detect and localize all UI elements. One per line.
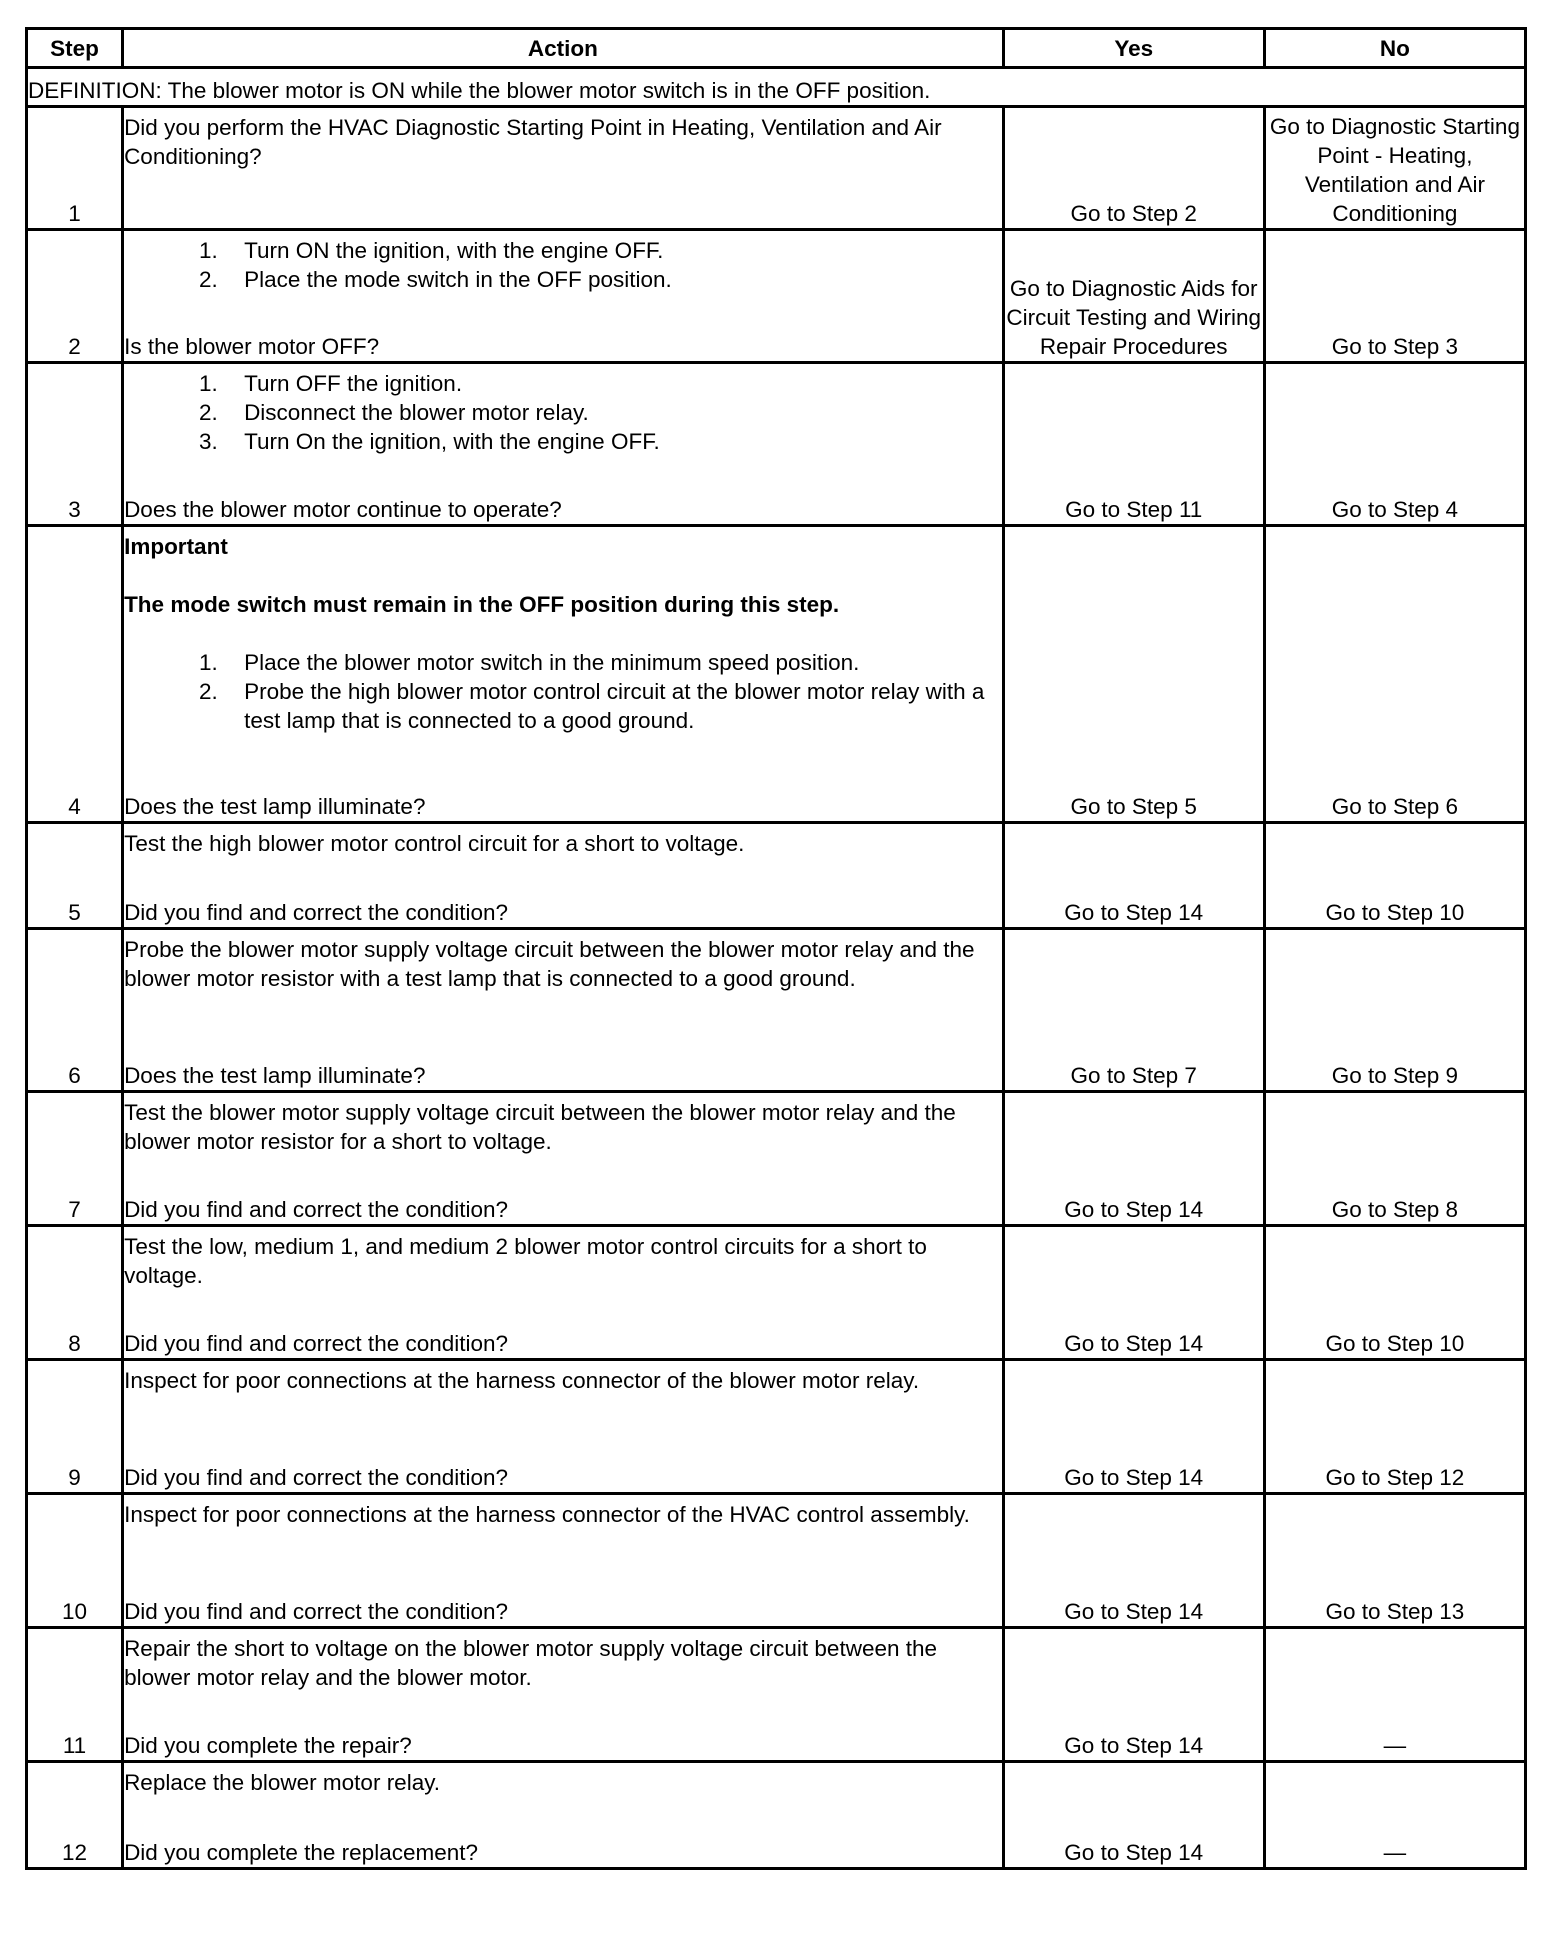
step-number: 4 — [27, 526, 123, 823]
table-row — [27, 1762, 1526, 1869]
yes-result: Go to Step 14 — [1003, 1494, 1264, 1628]
action-question: Did you complete the replacement? — [124, 1840, 479, 1865]
action-list — [124, 369, 1002, 456]
action-question: Is the blower motor OFF? — [124, 334, 380, 359]
no-result: Go to Step 13 — [1264, 1494, 1525, 1628]
action-cell — [123, 526, 1004, 823]
list-item: 2. Probe the high blower motor control circuit at the blower motor relay with a test lamp that is connected to a good ground. — [224, 677, 1002, 735]
action-cell — [123, 1628, 1004, 1762]
table-row — [27, 1494, 1526, 1628]
no-result: Go to Step 4 — [1264, 363, 1525, 526]
step-number: 7 — [27, 1092, 123, 1226]
list-item: 2. Disconnect the blower motor relay. — [224, 398, 1002, 427]
header-action: Action — [123, 29, 1004, 68]
action-cell — [123, 107, 1004, 230]
header-no: No — [1264, 29, 1525, 68]
no-result: Go to Step 8 — [1264, 1092, 1525, 1226]
action-question: Did you find and correct the condition? — [124, 900, 509, 925]
step-number: 5 — [27, 823, 123, 929]
header-yes: Yes — [1003, 29, 1264, 68]
list-item: 3. Turn On the ignition, with the engine OFF. — [224, 427, 1002, 456]
action-question: Did you complete the repair? — [124, 1733, 412, 1758]
step-number: 3 — [27, 363, 123, 526]
list-item: 1. Turn ON the ignition, with the engine OFF. — [224, 236, 1002, 265]
table-row — [27, 1360, 1526, 1494]
important-text: The mode switch must remain in the OFF position during this step. — [124, 592, 840, 617]
list-item: 1. Place the blower motor switch in the minimum speed position. — [224, 648, 1002, 677]
action-cell — [123, 1360, 1004, 1494]
table-row — [27, 526, 1526, 823]
action-text: Test the high blower motor control circuit for a short to voltage. — [124, 831, 745, 856]
step-number: 2 — [27, 230, 123, 363]
definition-text: DEFINITION: The blower motor is ON while the blower motor switch is in the OFF position. — [27, 68, 1526, 107]
definition-row — [27, 68, 1526, 107]
important-label: Important — [124, 534, 228, 559]
table-row — [27, 1092, 1526, 1226]
action-question: Did you find and correct the condition? — [124, 1465, 509, 1490]
yes-result: Go to Step 14 — [1003, 823, 1264, 929]
no-result: — — [1264, 1628, 1525, 1762]
yes-result: Go to Diagnostic Aids for Circuit Testing and Wiring Repair Procedures — [1003, 230, 1264, 363]
step-number: 12 — [27, 1762, 123, 1869]
table-row — [27, 823, 1526, 929]
action-text: Inspect for poor connections at the harness connector of the HVAC control assembly. — [124, 1502, 970, 1527]
action-text: Replace the blower motor relay. — [124, 1770, 441, 1795]
action-cell — [123, 1762, 1004, 1869]
action-cell — [123, 363, 1004, 526]
no-result: Go to Diagnostic Starting Point - Heating, Ventilation and Air Conditioning — [1264, 107, 1525, 230]
action-cell — [123, 823, 1004, 929]
header-step: Step — [27, 29, 123, 68]
no-result: Go to Step 9 — [1264, 929, 1525, 1092]
action-cell — [123, 1494, 1004, 1628]
table-row — [27, 1628, 1526, 1762]
action-cell — [123, 929, 1004, 1092]
action-text: Test the low, medium 1, and medium 2 blower motor control circuits for a short to voltage. — [124, 1234, 927, 1288]
action-question: Does the test lamp illuminate? — [124, 1063, 426, 1088]
action-cell — [123, 230, 1004, 363]
action-cell — [123, 1226, 1004, 1360]
action-cell — [123, 1092, 1004, 1226]
step-number: 1 — [27, 107, 123, 230]
step-number: 9 — [27, 1360, 123, 1494]
action-question: Does the test lamp illuminate? — [124, 794, 426, 819]
action-question: Did you find and correct the condition? — [124, 1331, 509, 1356]
no-result: Go to Step 12 — [1264, 1360, 1525, 1494]
yes-result: Go to Step 5 — [1003, 526, 1264, 823]
yes-result: Go to Step 14 — [1003, 1360, 1264, 1494]
action-text: Probe the blower motor supply voltage circuit between the blower motor relay and the blower motor resistor with a test lamp that is connected to a good ground. — [124, 937, 975, 991]
list-item: 1. Turn OFF the ignition. — [224, 369, 1002, 398]
action-question: Did you find and correct the condition? — [124, 1197, 509, 1222]
step-number: 11 — [27, 1628, 123, 1762]
step-number: 8 — [27, 1226, 123, 1360]
no-result: Go to Step 3 — [1264, 230, 1525, 363]
action-question: Does the blower motor continue to operate? — [124, 497, 562, 522]
action-question: Did you find and correct the condition? — [124, 1599, 509, 1624]
diagnostic-table — [25, 27, 1527, 1870]
list-item: 2. Place the mode switch in the OFF position. — [224, 265, 1002, 294]
action-text: Test the blower motor supply voltage circuit between the blower motor relay and the blower motor resistor for a short to voltage. — [124, 1100, 956, 1154]
table-row — [27, 1226, 1526, 1360]
yes-result: Go to Step 14 — [1003, 1762, 1264, 1869]
table-row — [27, 107, 1526, 230]
yes-result: Go to Step 14 — [1003, 1092, 1264, 1226]
no-result: Go to Step 6 — [1264, 526, 1525, 823]
yes-result: Go to Step 7 — [1003, 929, 1264, 1092]
no-result: Go to Step 10 — [1264, 1226, 1525, 1360]
yes-result: Go to Step 2 — [1003, 107, 1264, 230]
yes-result: Go to Step 11 — [1003, 363, 1264, 526]
header-row — [27, 29, 1526, 68]
yes-result: Go to Step 14 — [1003, 1628, 1264, 1762]
no-result: Go to Step 10 — [1264, 823, 1525, 929]
table-row — [27, 363, 1526, 526]
action-list — [124, 236, 1002, 294]
step-number: 6 — [27, 929, 123, 1092]
no-result: — — [1264, 1762, 1525, 1869]
action-text: Did you perform the HVAC Diagnostic Starting Point in Heating, Ventilation and Air Conditioning? — [124, 115, 942, 169]
table-row — [27, 929, 1526, 1092]
action-text: Inspect for poor connections at the harness connector of the blower motor relay. — [124, 1368, 920, 1393]
action-list — [124, 648, 1002, 735]
action-text: Repair the short to voltage on the blower motor supply voltage circuit between the blower motor relay and the blower motor. — [124, 1636, 938, 1690]
table-row — [27, 230, 1526, 363]
step-number: 10 — [27, 1494, 123, 1628]
yes-result: Go to Step 14 — [1003, 1226, 1264, 1360]
